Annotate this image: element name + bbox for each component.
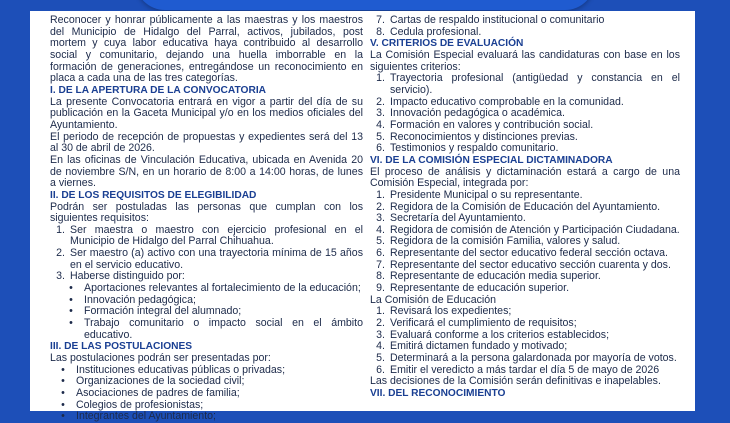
- item-text: Representante del sector educativo sección cuarenta y dos.: [390, 258, 671, 271]
- item-text: Formación integral del alumnado;: [84, 305, 242, 318]
- item-number: 8.: [376, 270, 385, 283]
- list-item: [50, 388, 363, 400]
- list-item: [370, 190, 680, 202]
- section-7-heading: VII. DEL RECONOCIMIENTO: [370, 388, 506, 399]
- item-number: 3.: [376, 328, 385, 341]
- list-item: [370, 353, 680, 365]
- item-number: 5.: [376, 235, 385, 248]
- item-text: Reconocimientos y distinciones previas.: [390, 130, 578, 143]
- section-3-bullet-list: [50, 365, 363, 423]
- section-2-bullet-list: [50, 283, 363, 341]
- item-text: Instituciones educativas públicas o privadas;: [76, 363, 286, 376]
- list-item: [50, 248, 363, 271]
- section-3-paragraph: Las postulaciones podrán ser presentadas por:: [50, 352, 271, 365]
- section-2-paragraph: Podrán ser postuladas las personas que cumplan con los siguientes requisitos:: [50, 200, 363, 225]
- item-text: Ser maestro (a) activo con una trayectoria mínima de 15 años en el servicio educativo.: [70, 247, 363, 271]
- section-1-paragraph-1: La presente Convocatoria entrará en vigor a partir del día de su publicación en la Gaceta Municipal y/o en los medios oficiales del Ayuntamiento.: [50, 95, 363, 131]
- item-text: Evaluará conforme a los criterios establecidos;: [390, 328, 610, 341]
- list-item: [370, 73, 680, 96]
- list-item: [58, 283, 363, 295]
- right-column: [370, 15, 680, 400]
- item-number: 4.: [376, 223, 385, 236]
- item-number: 1.: [376, 305, 385, 318]
- section-5-criteria-list: [370, 73, 680, 155]
- item-text: Regidora de comisión de Atención y Participación Ciudadana.: [390, 223, 680, 236]
- bullet-icon: •: [69, 317, 73, 330]
- intro-paragraph: Reconocer y honrar públicamente a las maestras y los maestros del Municipio de Hidalgo del Parral, activos, jubilados, post mortem y cuya labor educativa haya contribuido al desarrollo social y comunitario, dejando una huella imborrable en la formación de generaciones, entregándose un reconocimiento en placa a cada una de las tres categorías.: [50, 14, 363, 85]
- item-text: Innovación pedagógica o académica.: [390, 107, 565, 120]
- item-number: 9.: [376, 282, 385, 295]
- section-1-paragraph-3: En las oficinas de Vinculación Educativa, ubicada en Avenida 20 de noviembre S/N, en un horario de 8:00 a 14:00 horas, de lunes a viernes.: [50, 153, 363, 190]
- item-number: 2.: [376, 317, 385, 330]
- bullet-icon: •: [69, 282, 73, 295]
- convocatoria-document: [30, 11, 695, 423]
- item-number: 5.: [376, 352, 385, 365]
- item-number: 2.: [376, 200, 385, 213]
- item-number: 7.: [376, 258, 385, 271]
- list-item: [50, 225, 363, 248]
- bullet-icon: •: [61, 398, 65, 411]
- item-text: Emitirá dictamen fundado y motivado;: [390, 340, 568, 353]
- item-number: 2.: [376, 95, 385, 108]
- bullet-icon: •: [69, 305, 73, 318]
- item-number: 1.: [376, 72, 385, 85]
- item-text: Integrantes del Ayuntamiento;: [76, 410, 216, 423]
- list-item: [370, 15, 680, 27]
- item-text: Aportaciones relevantes al fortalecimiento de la educación;: [84, 282, 361, 295]
- list-item: [50, 411, 363, 423]
- item-text: Regidora de la comisión Familia, valores y salud.: [390, 235, 621, 248]
- item-number: 5.: [376, 130, 385, 143]
- item-text: Trayectoria profesional (antigüedad y constancia en el servicio).: [390, 72, 680, 96]
- item-text: Trabajo comunitario o impacto social en el ámbito educativo.: [84, 317, 363, 341]
- section-6-paragraph: El proceso de análisis y dictaminación estará a cargo de una Comisión Especial, integrada por:: [370, 165, 680, 190]
- item-text: Haberse distinguido por:: [70, 270, 185, 283]
- list-item: [370, 318, 680, 330]
- bullet-icon: •: [61, 375, 65, 388]
- item-number: 6.: [376, 363, 385, 376]
- section-6-heading: VI. DE LA COMISIÓN ESPECIAL DICTAMINADORA: [370, 154, 613, 166]
- item-text: Representante de educación media superior.: [390, 270, 601, 283]
- item-text: Revisará los expedientes;: [390, 305, 512, 318]
- item-number: 1.: [376, 188, 385, 201]
- item-number: 3.: [56, 270, 65, 283]
- section-2-requirements-list: [50, 225, 363, 283]
- section-4-continued-list: [370, 15, 680, 38]
- item-number: 6.: [376, 247, 385, 260]
- section-5-heading: V. CRITERIOS DE EVALUACIÓN: [370, 38, 524, 50]
- bullet-icon: •: [69, 293, 73, 306]
- bullet-icon: •: [61, 410, 65, 423]
- header-banner-edge: [135, 0, 595, 10]
- bullet-icon: •: [61, 363, 65, 376]
- item-text: Innovación pedagógica;: [84, 293, 196, 306]
- section-6-subheading: La Comisión de Educación: [370, 293, 497, 306]
- item-number: 7.: [376, 14, 385, 26]
- section-1-heading: I. DE LA APERTURA DE LA CONVOCATORIA: [50, 84, 267, 96]
- list-item: [58, 318, 363, 341]
- section-6-duties-list: [370, 306, 680, 376]
- item-text: Representante del sector educativo federal sección octava.: [390, 247, 668, 260]
- item-number: 4.: [376, 340, 385, 353]
- item-text: Presidente Municipal o su representante.: [390, 188, 583, 201]
- item-number: 3.: [376, 212, 385, 225]
- item-number: 6.: [376, 142, 385, 155]
- item-number: 2.: [56, 247, 65, 260]
- list-item: [370, 120, 680, 132]
- item-text: Cartas de respaldo institucional o comunitario: [390, 14, 605, 26]
- list-item: [370, 283, 680, 295]
- item-text: Colegios de profesionistas;: [76, 398, 204, 411]
- section-1-paragraph-2: El periodo de recepción de propuestas y expedientes será del 13 al 30 de abril de 2026.: [50, 130, 363, 155]
- list-item: [370, 27, 680, 39]
- item-text: Testimonios y respaldo comunitario.: [390, 142, 559, 155]
- section-6-closing: Las decisiones de la Comisión serán definitivas e inapelables.: [370, 375, 661, 388]
- item-text: Verificará el cumplimiento de requisitos;: [390, 317, 577, 330]
- section-6-members-list: [370, 190, 680, 295]
- item-text: Ser maestra o maestro con ejercicio profesional en el Municipio de Hidalgo del Parral Chihuahua.: [70, 223, 363, 248]
- item-number: 1.: [56, 223, 65, 236]
- item-text: Representante de educación superior.: [390, 282, 570, 295]
- item-number: 3.: [376, 107, 385, 120]
- item-number: 8.: [376, 25, 385, 38]
- item-text: Emitir el veredicto a más tardar el día 5 de mayo de 2026: [390, 363, 660, 376]
- item-number: 4.: [376, 118, 385, 131]
- item-text: Organizaciones de la sociedad civil;: [76, 375, 245, 388]
- left-column: [50, 15, 363, 423]
- section-2-heading: II. DE LOS REQUISITOS DE ELEGIBILIDAD: [50, 189, 257, 201]
- section-5-paragraph: La Comisión Especial evaluará las candidaturas con base en los siguientes criterios:: [370, 48, 680, 73]
- item-text: Asociaciones de padres de familia;: [76, 387, 240, 399]
- item-text: Formación en valores y contribución social.: [390, 118, 594, 131]
- item-text: Regidora de la Comisión de Educación del Ayuntamiento.: [390, 200, 661, 213]
- item-text: Determinará a la persona galardonada por mayoría de votos.: [390, 352, 677, 365]
- item-text: Cedula profesional.: [390, 25, 482, 38]
- item-text: Impacto educativo comprobable en la comunidad.: [390, 95, 624, 108]
- section-3-heading: III. DE LAS POSTULACIONES: [50, 341, 193, 353]
- item-text: Secretaría del Ayuntamiento.: [390, 212, 526, 225]
- bullet-icon: •: [61, 387, 65, 399]
- list-item: [370, 143, 680, 155]
